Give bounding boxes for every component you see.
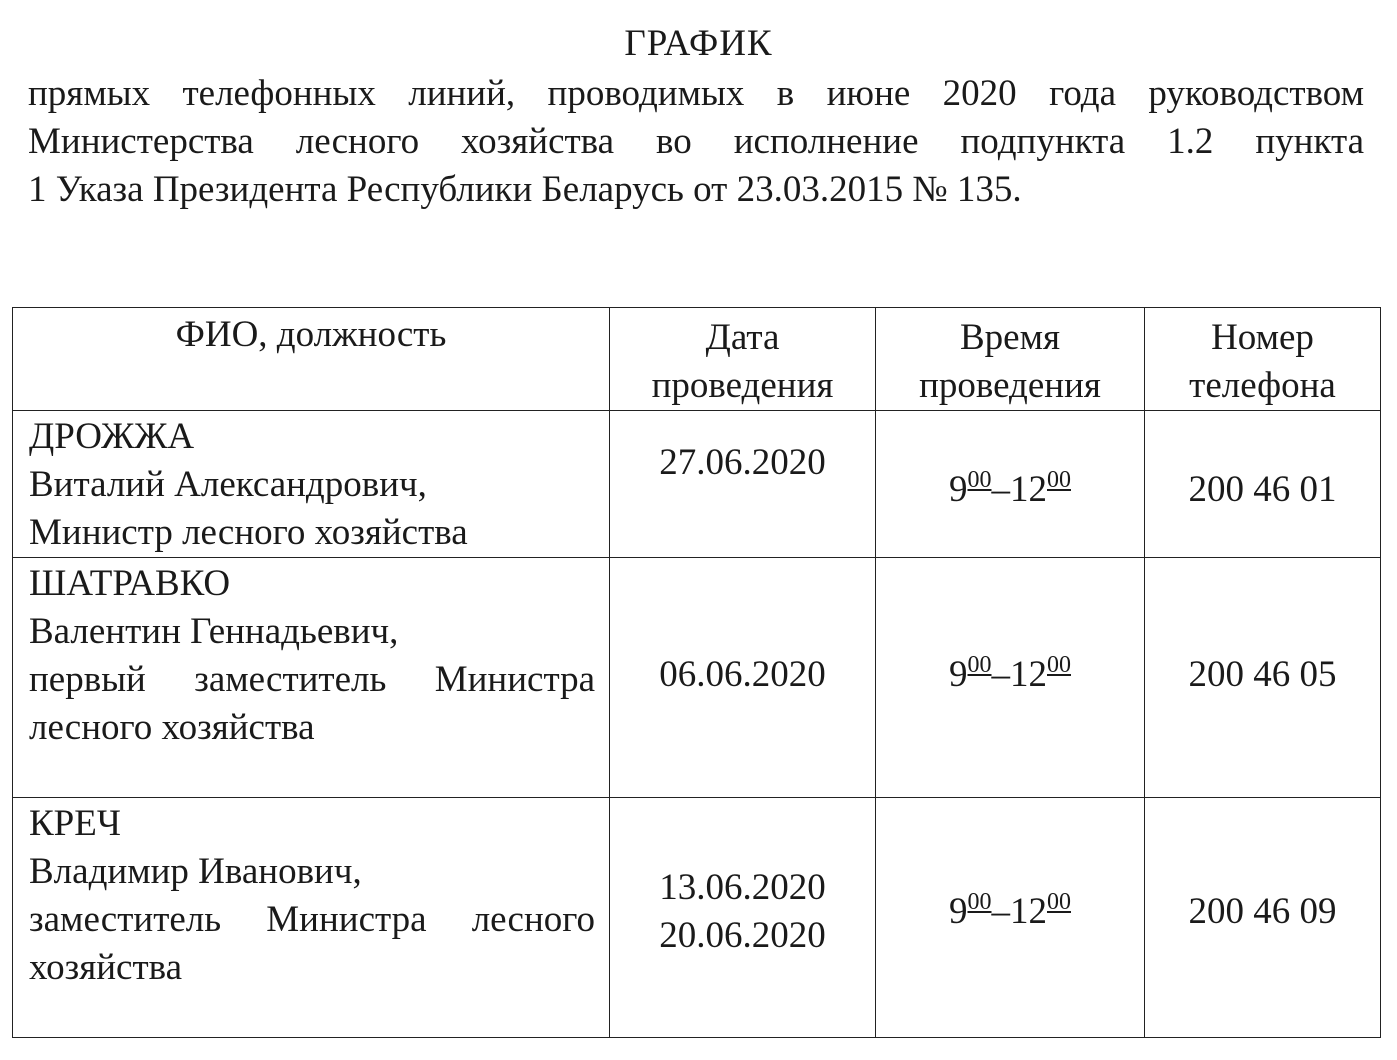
person-position: заместитель Министра лесного: [29, 899, 595, 940]
phone-cell: 200 46 05: [1145, 558, 1381, 798]
header-date-line: проведения: [651, 365, 834, 406]
header-phone-line: Номер: [1211, 317, 1314, 358]
header-time: [876, 308, 1145, 411]
table-row: [13, 411, 1381, 558]
person-surname: ШАТРАВКО: [29, 563, 231, 604]
time-end-minutes: 00: [1047, 651, 1071, 678]
header-date: [610, 308, 876, 411]
date-value: 27.06.2020: [659, 442, 826, 483]
time-cell: [876, 558, 1145, 798]
time-start-minutes: 00: [967, 651, 992, 678]
time-separator: –: [991, 469, 1010, 510]
person-surname: КРЕЧ: [29, 803, 121, 844]
header-time-line: Время: [959, 317, 1061, 358]
header-name: ФИО, должность: [13, 308, 610, 411]
time-end-hour: 12: [1010, 653, 1047, 695]
time-cell: [876, 798, 1145, 1038]
person-position: лесного хозяйства: [29, 707, 315, 748]
time-start-minutes: 00: [967, 467, 992, 493]
time-end-hour: 12: [1010, 469, 1047, 510]
person-cell: [13, 798, 610, 1038]
time-start-hour: 9: [949, 890, 968, 932]
document-title: ГРАФИК: [624, 23, 773, 64]
time-end-minutes: 00: [1047, 888, 1071, 915]
header-date-line: Дата: [705, 317, 780, 358]
person-fullname: Валентин Геннадьевич,: [29, 611, 399, 652]
time-start-hour: 9: [949, 653, 968, 695]
time-start-hour: 9: [949, 469, 968, 510]
date-value: 06.06.2020: [659, 653, 826, 695]
document-intro: [28, 70, 1364, 214]
person-fullname: Владимир Иванович,: [29, 851, 362, 892]
date-cell: [610, 798, 876, 1038]
intro-line: 1 Указа Президента Республики Беларусь от 23.03.2015 № 135.: [28, 169, 1022, 210]
table-row: [13, 798, 1381, 1038]
date-value: 20.06.2020: [659, 914, 826, 956]
table-row: [13, 558, 1381, 798]
person-cell: [13, 411, 610, 558]
time-value: [949, 469, 1071, 510]
time-end-hour: 12: [1010, 890, 1047, 932]
person-position: хозяйства: [29, 947, 183, 988]
time-separator: –: [991, 653, 1010, 695]
person-fullname: Виталий Александрович,: [29, 464, 427, 505]
header-time-line: проведения: [919, 365, 1101, 406]
time-cell: [876, 411, 1145, 558]
date-value: 13.06.2020: [659, 866, 826, 908]
date-cell: [610, 558, 876, 798]
person-cell: [13, 558, 610, 798]
person-surname: ДРОЖЖА: [29, 416, 195, 457]
person-position: первый заместитель Министра: [29, 659, 595, 700]
schedule-table: [12, 307, 1381, 1038]
table-header-row: [13, 308, 1381, 411]
time-value: [949, 651, 1071, 695]
person-position: Министр лесного хозяйства: [29, 512, 468, 553]
phone-cell: 200 46 01: [1145, 411, 1381, 558]
date-cell: [610, 411, 876, 558]
header-phone: [1145, 308, 1381, 411]
phone-cell: 200 46 09: [1145, 798, 1381, 1038]
time-end-minutes: 00: [1047, 467, 1071, 493]
time-start-minutes: 00: [967, 888, 992, 915]
header-phone-line: телефона: [1189, 365, 1336, 406]
intro-line: прямых телефонных линий, проводимых в июне 2020 года руководством: [28, 73, 1364, 114]
time-separator: –: [991, 890, 1010, 932]
time-value: [949, 888, 1071, 932]
intro-line: Министерства лесного хозяйства во исполнение подпункта 1.2 пункта: [28, 121, 1364, 162]
